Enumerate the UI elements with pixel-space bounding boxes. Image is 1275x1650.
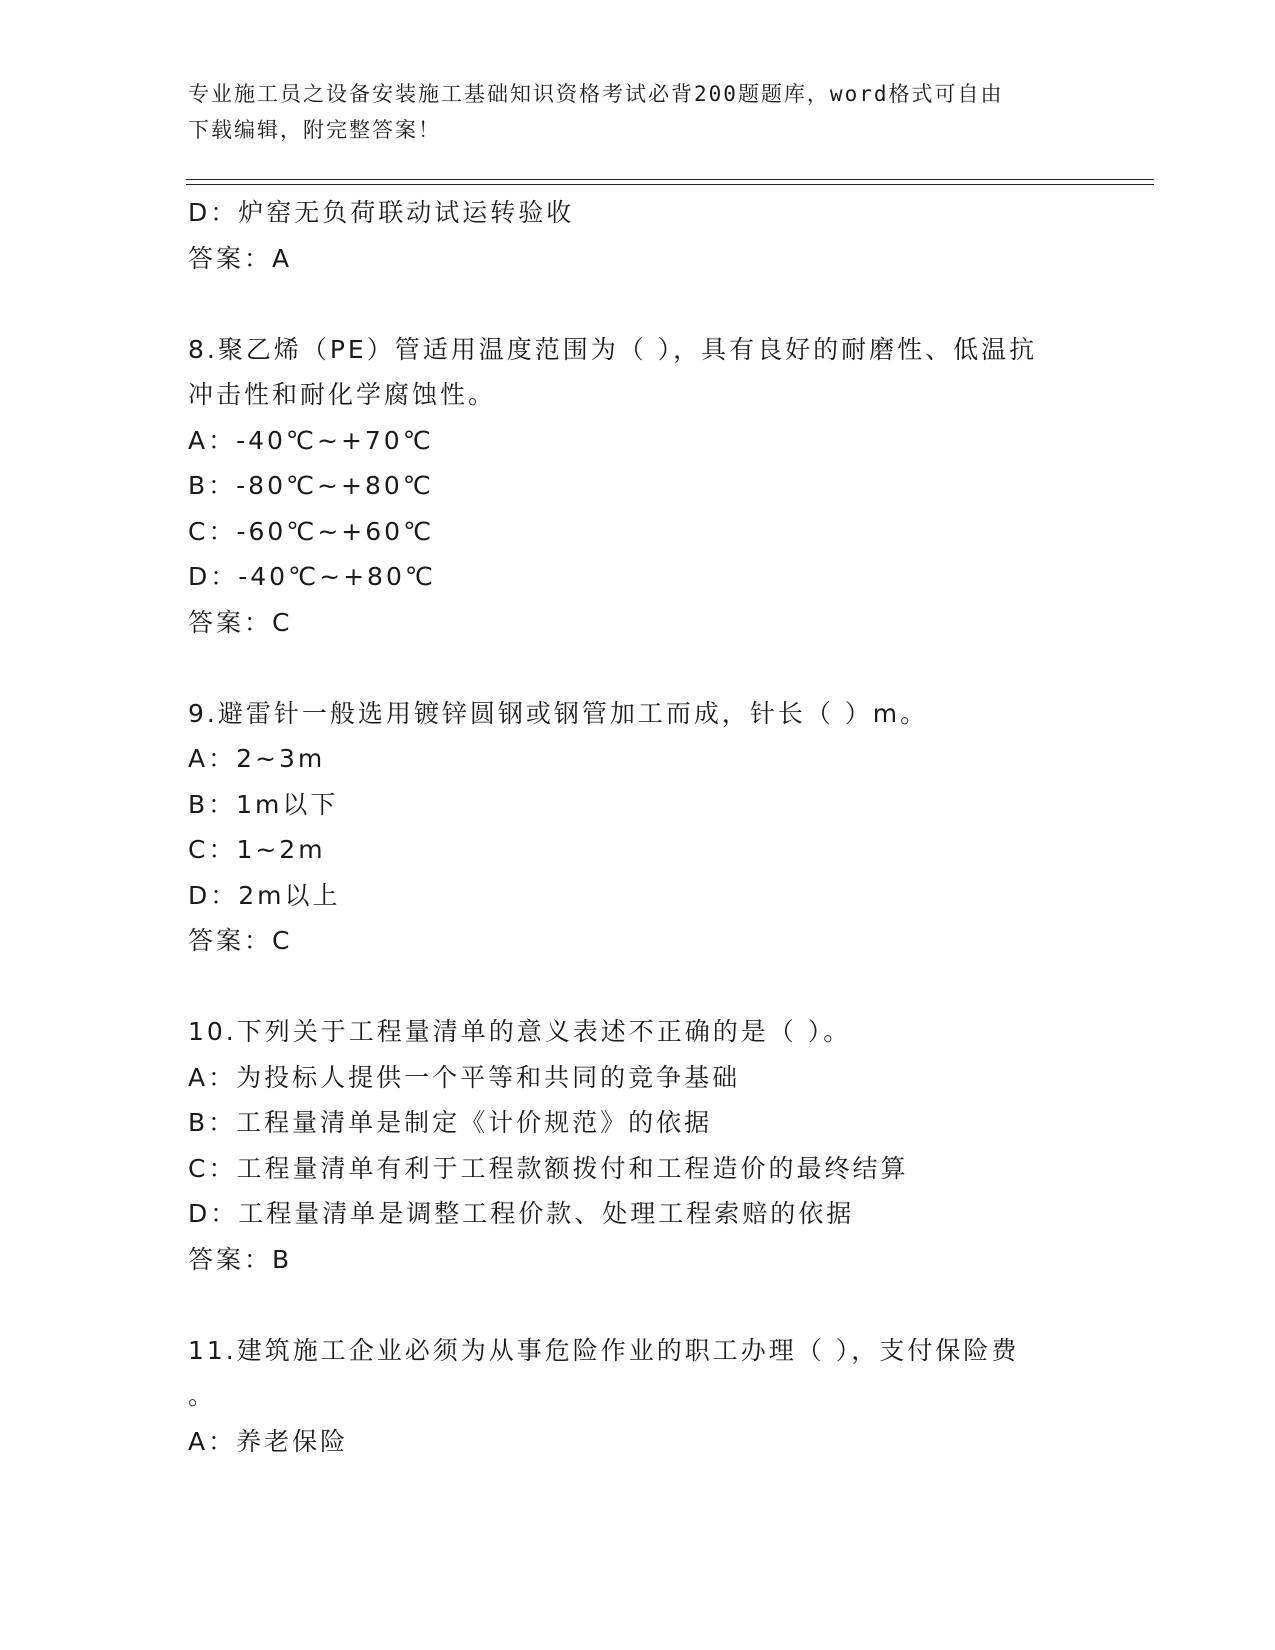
spacer xyxy=(188,646,1118,691)
spacer xyxy=(188,1283,1118,1328)
header-divider-top xyxy=(186,179,1154,180)
spacer xyxy=(188,964,1118,1009)
page-header xyxy=(188,76,1088,148)
header-line-2: 下载编辑，附完整答案！ xyxy=(188,118,441,142)
option-b: B：1m以下 xyxy=(188,789,339,819)
question-9 xyxy=(188,691,1118,965)
option-d: D：工程量清单是调整工程价款、处理工程索赔的依据 xyxy=(188,1199,855,1228)
option-c: C：1~2m xyxy=(188,835,326,864)
question-stem: 11.建筑施工企业必须为从事危险作业的职工办理（ ），支付保险费 xyxy=(188,1335,1020,1365)
answer: 答案：C xyxy=(188,926,293,955)
option-a: A：为投标人提供一个平等和共同的竞争基础 xyxy=(188,1062,741,1092)
answer: 答案：A xyxy=(188,243,293,273)
option-a: A：2~3m xyxy=(188,744,326,773)
option-d: D：2m以上 xyxy=(188,880,341,910)
question-8 xyxy=(188,327,1118,646)
option-a: A：养老保险 xyxy=(188,1426,349,1456)
question-11 xyxy=(188,1328,1118,1465)
option-b: B：-80℃~+80℃ xyxy=(188,471,434,500)
question-10 xyxy=(188,1009,1118,1283)
question-stem-continued: 冲击性和耐化学腐蚀性。 xyxy=(188,380,497,409)
question-stem: 9.避雷针一般选用镀锌圆钢或钢管加工而成，针长（ ）m。 xyxy=(188,698,929,728)
option-a: A：-40℃~+70℃ xyxy=(188,425,434,455)
question-stem: 10.下列关于工程量清单的意义表述不正确的是（ ）。 xyxy=(188,1017,852,1046)
option-d: D：-40℃~+80℃ xyxy=(188,562,436,591)
option-c: C：-60℃~+60℃ xyxy=(188,516,435,546)
option-b: B：工程量清单是制定《计价规范》的依据 xyxy=(188,1108,713,1137)
answer: 答案：C xyxy=(188,607,293,637)
option-c: C：工程量清单有利于工程款额拨付和工程造价的最终结算 xyxy=(188,1153,909,1183)
header-line-1: 专业施工员之设备安装施工基础知识资格考试必背200题题库，word格式可自由 xyxy=(188,82,1004,106)
question-stem-continued: 。 xyxy=(188,1381,217,1410)
option-d: D：炉窑无负荷联动试运转验收 xyxy=(188,198,575,227)
spacer xyxy=(188,282,1118,327)
answer: 答案：B xyxy=(188,1244,293,1274)
question-stem: 8.聚乙烯（PE）管适用温度范围为（ ），具有良好的耐磨性、低温抗 xyxy=(188,334,1038,364)
document-body xyxy=(188,190,1118,1464)
header-divider-bottom xyxy=(186,184,1154,185)
question-7 xyxy=(188,190,1118,282)
